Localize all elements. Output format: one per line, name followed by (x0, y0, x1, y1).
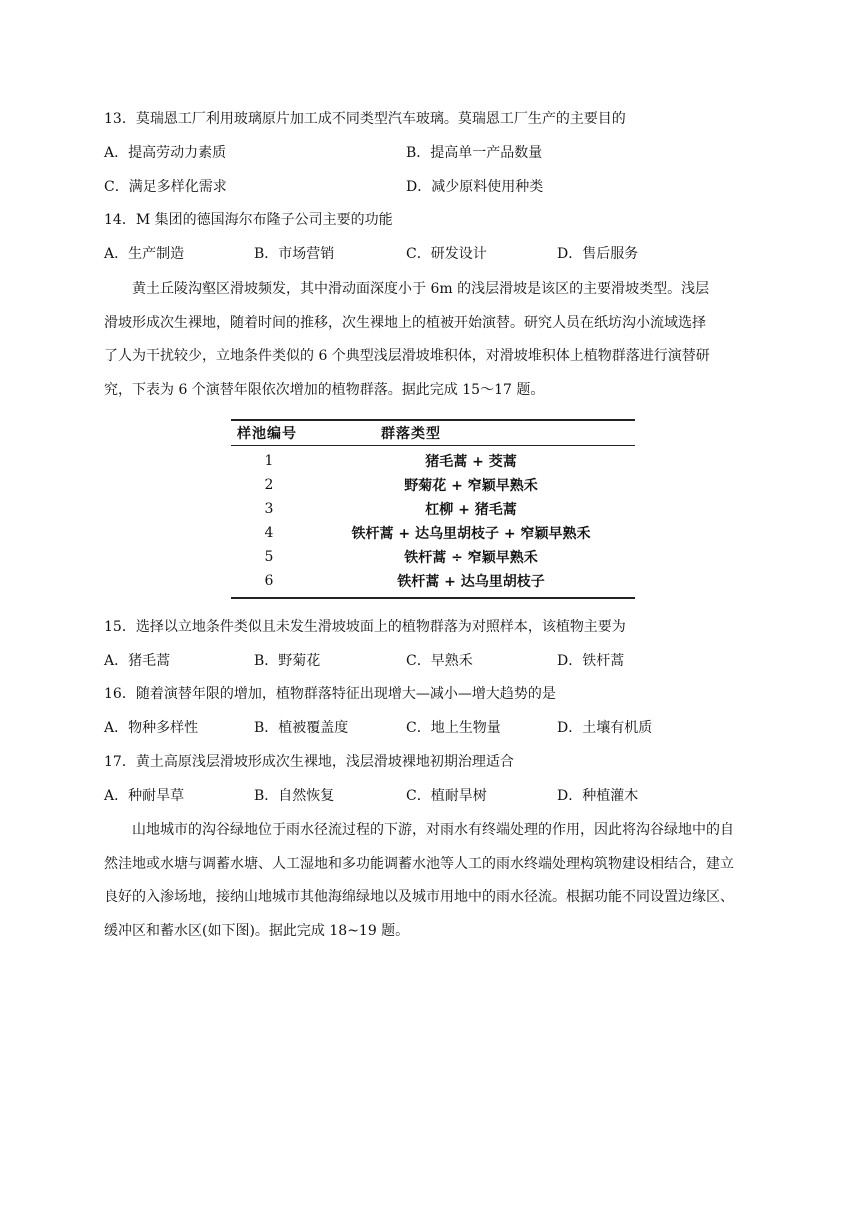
table-bottom-rule (231, 597, 635, 599)
q13-stem: 13．莫瑞恩工厂利用玻璃原片加工成不同类型汽车玻璃。莫瑞恩工厂生产的主要目的 (104, 111, 626, 127)
q17-stem: 17．黄土高原浅层滑坡形成次生裸地，浅层滑坡裸地初期治理适合 (104, 754, 514, 770)
table-row-5-id: 5 (264, 549, 274, 565)
passage2-line-2: 然洼地或水塘与调蓄水塘、人工湿地和多功能调蓄水池等人工的雨水终端处理构筑物建设相结合，建立 (104, 856, 734, 872)
q14-option-a: A．生产制造 (104, 246, 185, 262)
passage1-line-2: 滑坡形成次生裸地，随着时间的推移，次生裸地上的植被开始演替。研究人员在纸坊沟小流域选择 (104, 315, 706, 331)
table-row-1-community: 猪毛蒿 + 茭蒿 (425, 454, 517, 470)
table-row-2-community: 野菊花 + 窄颖早熟禾 (404, 478, 538, 494)
q14-option-d: D．售后服务 (557, 246, 639, 262)
passage2-line-4: 缓冲区和蓄水区(如下图)。据此完成 18~19 题。 (104, 923, 410, 939)
q16-option-c: C．地上生物量 (406, 720, 501, 736)
q13-option-d: D．减少原料使用种类 (406, 179, 544, 195)
q14-stem: 14．M 集团的德国海尔布隆子公司主要的功能 (104, 212, 393, 228)
q14-option-c: C．研发设计 (406, 246, 487, 262)
table-row-4-id: 4 (264, 525, 274, 541)
q15-option-b: B．野菊花 (254, 653, 321, 669)
q16-option-b: B．植被覆盖度 (254, 720, 349, 736)
q13-option-a: A．提高劳动力素质 (104, 145, 227, 161)
q15-stem: 15．选择以立地条件类似且未发生滑坡坡面上的植物群落为对照样本，该植物主要为 (104, 619, 626, 635)
table-row-3-community: 杠柳 + 猪毛蒿 (425, 502, 517, 518)
table-row-6-community: 铁杆蒿 + 达乌里胡枝子 (397, 574, 545, 590)
q13-option-c: C．满足多样化需求 (104, 179, 227, 195)
q15-option-a: A．猪毛蒿 (104, 653, 171, 669)
table-row-6-id: 6 (264, 573, 274, 589)
q14-option-b: B．市场营销 (254, 246, 335, 262)
table-header-rule (231, 445, 635, 446)
table-row-1-id: 1 (264, 453, 274, 469)
passage2-line-3: 良好的入渗场地，接纳山地城市其他海绵绿地以及城市用地中的雨水径流。根据功能不同设置边缘区、 (104, 889, 734, 905)
passage2-line-1: 山地城市的沟谷绿地位于雨水径流过程的下游，对雨水有终端处理的作用，因此将沟谷绿地中的自 (132, 822, 734, 838)
table-row-5-community: 铁杆蒿 ÷ 窄颖早熟禾 (404, 550, 538, 566)
q13-option-b: B．提高单一产品数量 (406, 145, 543, 161)
q16-stem: 16．随着演替年限的增加，植物群落特征出现增大—减小—增大趋势的是 (104, 686, 556, 702)
passage1-line-1: 黄土丘陵沟壑区滑坡频发，其中滑动面深度小于 6m 的浅层滑坡是该区的主要滑坡类型。浅层 (132, 281, 710, 297)
plant-community-table (231, 417, 635, 599)
passage1-line-4: 究，下表为 6 个演替年限依次增加的植物群落。据此完成 15～17 题。 (104, 382, 545, 398)
table-row-4-community: 铁杆蒿 + 达乌里胡枝子 + 窄颖早熟禾 (351, 526, 591, 542)
table-row-2-id: 2 (264, 477, 274, 493)
q15-option-d: D．铁杆蒿 (557, 653, 625, 669)
q17-option-b: B．自然恢复 (254, 788, 335, 804)
table-top-rule (231, 419, 635, 421)
q15-option-c: C．早熟禾 (406, 653, 473, 669)
q17-option-d: D．种植灌木 (557, 788, 639, 804)
q17-option-c: C．植耐旱树 (406, 788, 487, 804)
q16-option-a: A．物种多样性 (104, 720, 199, 736)
q16-option-d: D．土壤有机质 (557, 720, 653, 736)
q17-option-a: A．种耐旱草 (104, 788, 185, 804)
table-row-3-id: 3 (264, 501, 274, 517)
table-header-plot-id: 样池编号 (237, 426, 297, 442)
table-header-community: 群落类型 (381, 426, 441, 442)
passage1-line-3: 了人为干扰较少，立地条件类似的 6 个典型浅层滑坡堆积体，对滑坡堆积体上植物群落进行演替研 (104, 348, 710, 364)
